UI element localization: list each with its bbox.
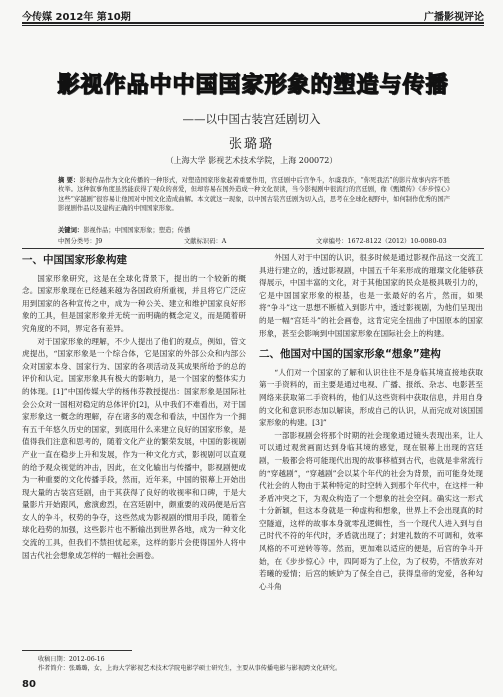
- footnote-rule: [22, 650, 132, 651]
- keywords-text: 影视作品；中国国家形象；塑造；传播: [83, 227, 191, 234]
- section-divider: [22, 248, 484, 249]
- section-heading-1: 一、中国国家形象构建: [22, 254, 127, 266]
- keywords-label: 关键词：: [58, 227, 84, 234]
- paragraph: 外国人对于中国的认识，很多时候是通过影视作品这一交流工具进行建立的，透过影视剧，中国五千年来形成的璀璨文化能够获得展示，中国丰富的文化，对于其他国家的民众是极具吸引力的，它是中国国家形象的根基，也是一张最好的名片，然而，如果将“争斗”这一思想不断植入到影片中，透过影视剧，为他们呈现出的是一幅“宫廷斗”的社会画卷，这肯定完全扭曲了中国原本的国家形象，甚至会影响到中国国家形象在国际社会上的构建。: [259, 253, 483, 338]
- abstract: [58, 176, 450, 214]
- footnote: [38, 655, 478, 673]
- section-heading-2: 二、他国对中国的国家形象“想象”建构: [259, 348, 441, 361]
- running-header: [22, 6, 484, 21]
- article-subtitle: ——以中国古装宫廷剧切入: [182, 112, 321, 126]
- header-rule: [22, 22, 484, 24]
- journal-issue: 今传媒 2012年 第10期: [22, 12, 131, 23]
- document-code: 文献标识码：A: [184, 238, 227, 245]
- paragraph: 一部影视剧会将那个时期的社会现象通过镜头表现出来，让人可以通过观赏画面达到身临其境的感觉，现在银幕上出现的宫廷剧，一般都会将可能现代出现的故事移植到古代，也就是非常流行的“穿越剧”，“穿越剧”会以某个年代的社会为背景，而可能身处现代社会的人物由于某种特定的时空转入到那个年代中，在这样一种矛盾冲突之下，为观众构造了一个想象的社会空间。确实这一形式十分新颖，但这本身就是一种虚构和想象，世界上不会出现真的时空隧道，这样的故事本身就零乱逻辑性，当一个现代人进入到与自己时代不符的年代时，矛盾就出现了；封建礼数的不可调和，效率风格的不可逆转等等。然而，更加难以适应的便是，后宫的争斗开始，在《步步惊心》中，四阿哥为了上位，为了权势，不惜放弃对若曦的爱情；后宫的嫉妒为了保全自己，获得皇帝的宠爱，各种勾心斗角: [259, 430, 483, 591]
- author-name: 张璐璐: [228, 137, 274, 152]
- paragraph: 对于国家形象的理解，不少人提出了他们的观点，例如，管文虎提出，“国家形象是一个综合体，它是国家的外部公众和内部公众对国家本身、国家行为、国家的各项活动及其成果所给予的总的评价和认定。国家形象具有极大的影响力，是一个国家的整体实力的体现。[1]”中国传媒大学的杨伟芬教授提出：国家形象是国际社会公众对一国相对稳定的总体评价[2]，从中我们不难看出，对于国家形象这一概念的理解，存在诸多的观念和看法，中国作为一个拥有五千年悠久历史的国家，到底用什么来建立良好的国家形象，是值得我们注意和思考的，随着文化产业的繁荣发展，中国的影视剧产业一直在稳步上升和发展，作为一种文化方式，影视剧可以直观的给予观众视觉的冲击，因此，在文化输出与传播中，影视剧便成为一种重要的文化传播手段，然而，近年来，中国的银幕上开始出现大量的古装宫廷剧，由于其获得了良好的收视率和口碑，于是大量影片开始跟风，愈演愈烈，在宫廷剧中，颇重要的戏码便是后宫女人的争斗，权势的争夺，这些然成为影视剧的惯用手段，随着全球化趋势的加强，这些影片也不断输出到世界各地，成为一种文化交流的工具，但我们不禁担忧起来，这样的影片会使得国外人将中国古代社会想象成怎样的一幅社会画卷。: [22, 336, 246, 560]
- article-title: 影视作品中中国国家形象的塑造与传播: [57, 72, 449, 98]
- author-intro: 作者简介：张璐璐，女，上海大学影视艺术技术学院电影学硕士研究生，主要从事传播电影与影视跨文化研究。: [38, 665, 342, 672]
- keywords: [58, 225, 450, 234]
- clc-number: 中图分类号：J9: [58, 238, 103, 245]
- section-name: 广播影视评论: [424, 12, 484, 23]
- page-number: 80: [22, 679, 36, 690]
- abstract-label: 摘 要：: [58, 177, 80, 184]
- author-affiliation: （上海大学 影视艺术技术学院，上海 200072）: [165, 156, 338, 165]
- header-rule-thin: [22, 25, 484, 26]
- received-date: 收稿日期：2012-06-16: [38, 656, 105, 663]
- abstract-text: 影视作品作为文化传播的一种形式，对塑造国家形象起着重要作用，宫廷剧中后宫争斗，尔虞我诈，“你死我活”的影片故事内容不胜枚举。这种叙事角度虽然能获得了观众的喜爱，但却容易在国外造成一种文化误读，当今影视剧中很流行的宫廷剧，像《甄嬛传》《步步惊心》这些“穿越剧”很容易让他国对中国文化造成曲解。本文就这一现象，以中国古装宫廷剧为切入点，思考在全球化视野中，如何制作优秀的国产影视剧作品以及建构正确的中国国家形象。: [58, 177, 450, 213]
- left-column: [22, 252, 246, 562]
- article-number: 文章编号：1672-8122（2012）10-0080-03: [316, 238, 447, 245]
- paragraph: 国家形象研究，这是在全球化背景下，提出的一个较新的概念。国家形象现在已经越来越为各国政府所重视，并且将它广泛应用到国家的各种宣传之中，成为一种公关、建立和维护国家良好形象的工具，但是国家形象并无统一而明确的概念定义，而是随着研究角度的不同，界定各有差异。: [22, 273, 246, 333]
- paragraph: “人们对一个国家的了解和认识往往不是身临其境直接地获取第一手资料的，而主要是通过电视、广播、报纸、杂志、电影甚至网络来获取第二手资料的，他们从这些资料中获取信息，并用自身的文化和意识形态加以解读，形成自己的认识，从而完成对该国国家形象的构建。[3]”: [259, 367, 483, 428]
- right-column: [259, 252, 483, 593]
